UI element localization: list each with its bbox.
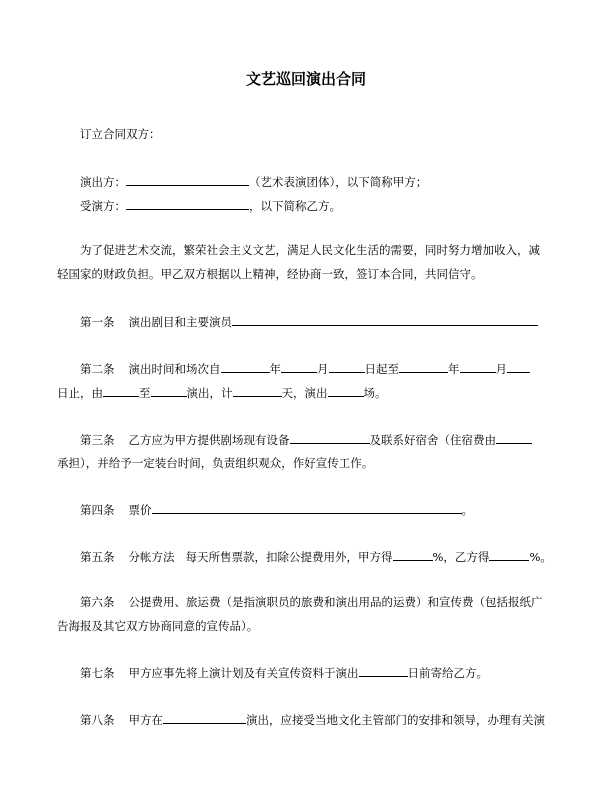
year-label: 年: [448, 362, 460, 376]
party-b-share-label: %，乙方得: [432, 550, 490, 564]
article-5-text: 每天所售票款，扣除公提费用外，甲方得: [185, 550, 393, 564]
days-blank: [233, 385, 282, 397]
end-month-blank: [460, 361, 496, 373]
article-7-number: 第七条: [80, 666, 115, 680]
month-label: 月: [495, 362, 507, 376]
intro-line: 订立合同双方：: [80, 127, 161, 141]
start-month-blank: [281, 361, 317, 373]
article-5: [80, 549, 552, 564]
end-day-blank: [507, 361, 530, 373]
lodging-payer-blank: [496, 432, 532, 444]
article-8-text-a: 甲方在: [128, 713, 163, 727]
article-2-line-1: [80, 361, 530, 376]
party-a-blank: [126, 174, 249, 186]
party-b-note: ，以下简称乙方。: [249, 199, 341, 213]
article-4-text: 票价: [128, 503, 152, 517]
preamble-line-1: 为了促进艺术交流，繁荣社会主义文艺，满足人民文化生活的需要，同时努力增加收入，减: [80, 243, 540, 257]
end-day-label: 日止，由: [57, 386, 103, 400]
to-label: 至: [139, 386, 151, 400]
article-6-text: 公提费用、旅运费（是指演职员的旅费和演出用品的运费）和宣传费（包括报纸广: [128, 595, 543, 609]
article-3-number: 第三条: [80, 433, 115, 447]
venue-blank: [163, 712, 246, 724]
article-4-number: 第四条: [80, 503, 115, 517]
shows-label: 天，演出: [281, 386, 328, 400]
article-3-line-1: [80, 432, 532, 447]
shows-end-label: 场。: [363, 386, 387, 400]
party-a-line: [80, 174, 427, 189]
article-6-number: 第六条: [80, 595, 115, 609]
article-2-line-2: [57, 385, 387, 400]
article-4-end: 。: [461, 503, 473, 517]
month-label: 月: [317, 362, 329, 376]
preamble-line-2: 轻国家的财政负担。甲乙双方根据以上精神，经协商一致，签订本合同，共同信守。: [57, 267, 483, 281]
article-7: [80, 665, 488, 680]
day-from-to-label: 日起至: [364, 362, 399, 376]
article-5-number: 第五条: [80, 550, 115, 564]
ticket-price-blank: [152, 502, 462, 514]
to-place-blank: [151, 385, 187, 397]
article-8: [80, 712, 545, 727]
article-8-text-b: 演出，应接受当地文化主管部门的安排和领导，办理有关演: [246, 713, 545, 727]
article-1-blank: [232, 314, 538, 326]
party-a-label: 演出方：: [80, 175, 126, 189]
start-day-blank: [329, 361, 365, 373]
article-3-text-a: 乙方应为甲方提供剧场现有设备: [128, 433, 290, 447]
article-6-line-1: [80, 595, 543, 609]
article-4: [80, 502, 473, 517]
article-3-line-2: 承担），并给予一定装台时间，负责组织观众，作好宣传工作。: [57, 456, 374, 470]
start-year-blank: [221, 361, 270, 373]
days-before-blank: [359, 665, 408, 677]
end-year-blank: [399, 361, 448, 373]
from-place-blank: [103, 385, 139, 397]
article-5-heading: 分帐方法: [128, 550, 175, 564]
article-2-text: 演出时间和场次自: [128, 362, 221, 376]
party-b-label: 受演方：: [80, 199, 126, 213]
article-3-text-b: 及联系好宿舍（住宿费由: [369, 433, 496, 447]
article-1-text: 演出剧目和主要演员: [128, 315, 232, 329]
equipment-blank: [290, 432, 370, 444]
article-1: [80, 314, 538, 329]
article-6-line-2: 告海报及其它双方协商同意的宣传品）。: [57, 619, 259, 633]
party-a-share-blank: [393, 549, 433, 561]
article-8-number: 第八条: [80, 713, 115, 727]
article-1-number: 第一条: [80, 315, 115, 329]
document-title: 文艺巡回演出合同: [245, 70, 366, 88]
article-7-text-b: 日前寄给乙方。: [407, 666, 488, 680]
party-b-share-blank: [489, 549, 529, 561]
party-a-note: （艺术表演团体），以下简称甲方；: [249, 175, 428, 189]
year-label: 年: [269, 362, 281, 376]
percent-label: %。: [529, 550, 552, 564]
article-2-number: 第二条: [80, 362, 115, 376]
shows-blank: [328, 385, 364, 397]
party-b-line: [80, 198, 341, 213]
party-b-blank: [126, 198, 249, 210]
article-7-text-a: 甲方应事先将上演计划及有关宣传资料于演出: [128, 666, 359, 680]
days-label: 演出，计: [186, 386, 233, 400]
